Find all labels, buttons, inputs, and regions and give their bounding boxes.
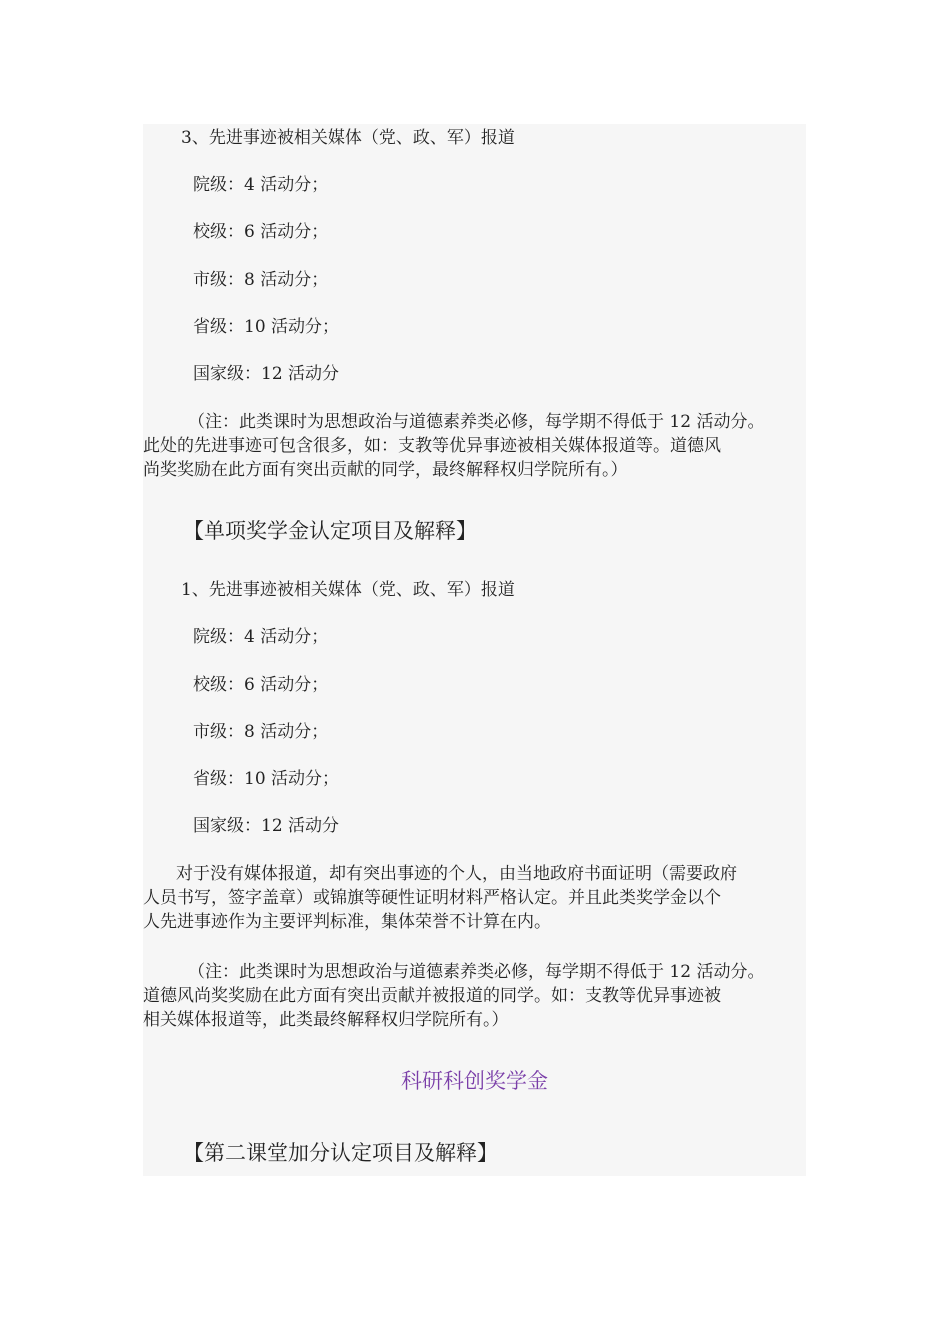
level-line: 市级：8 活动分； [193, 722, 329, 742]
body-line: 人先进事迹作为主要评判标准，集体荣誉不计算在内。 [143, 912, 551, 932]
body-line: 对于没有媒体报道，却有突出事迹的个人，由当地政府书面证明（需要政府 [176, 864, 737, 884]
note-line: 此处的先进事迹可包含很多，如：支教等优异事迹被相关媒体报道等。道德风 [143, 436, 721, 456]
body-paragraph [143, 862, 806, 934]
note-line: 相关媒体报道等，此类最终解释权归学院所有。） [143, 1010, 509, 1030]
level-line: 校级：6 活动分； [193, 675, 329, 695]
section-heading: 【单项奖学金认定项目及解释】 [183, 519, 477, 543]
section-heading: 【第二课堂加分认定项目及解释】 [183, 1141, 498, 1165]
item-title: 1、先进事迹被相关媒体（党、政、军）报道 [181, 580, 515, 600]
section-title: 科研科创奖学金 [401, 1069, 548, 1093]
level-line: 国家级：12 活动分 [193, 364, 340, 384]
level-line: 市级：8 活动分； [193, 270, 329, 290]
note-line: （注：此类课时为思想政治与道德素养类必修，每学期不得低于 12 活动分。 [188, 962, 765, 982]
note-paragraph [143, 410, 806, 482]
level-line: 国家级：12 活动分 [193, 816, 340, 836]
level-line: 校级：6 活动分； [193, 222, 329, 242]
note-paragraph [143, 960, 806, 1032]
body-line: 人员书写，签字盖章）或锦旗等硬性证明材料严格认定。并且此类奖学金以个 [143, 888, 721, 908]
level-line: 院级：4 活动分； [193, 627, 329, 647]
level-line: 省级：10 活动分； [193, 317, 340, 337]
note-line: （注：此类课时为思想政治与道德素养类必修，每学期不得低于 12 活动分。 [188, 412, 765, 432]
note-line: 道德风尚奖奖励在此方面有突出贡献并被报道的同学。如：支教等优异事迹被 [143, 986, 721, 1006]
level-line: 省级：10 活动分； [193, 769, 340, 789]
item-title: 3、先进事迹被相关媒体（党、政、军）报道 [181, 128, 515, 148]
note-line: 尚奖奖励在此方面有突出贡献的同学，最终解释权归学院所有。） [143, 460, 628, 480]
level-line: 院级：4 活动分； [193, 175, 329, 195]
